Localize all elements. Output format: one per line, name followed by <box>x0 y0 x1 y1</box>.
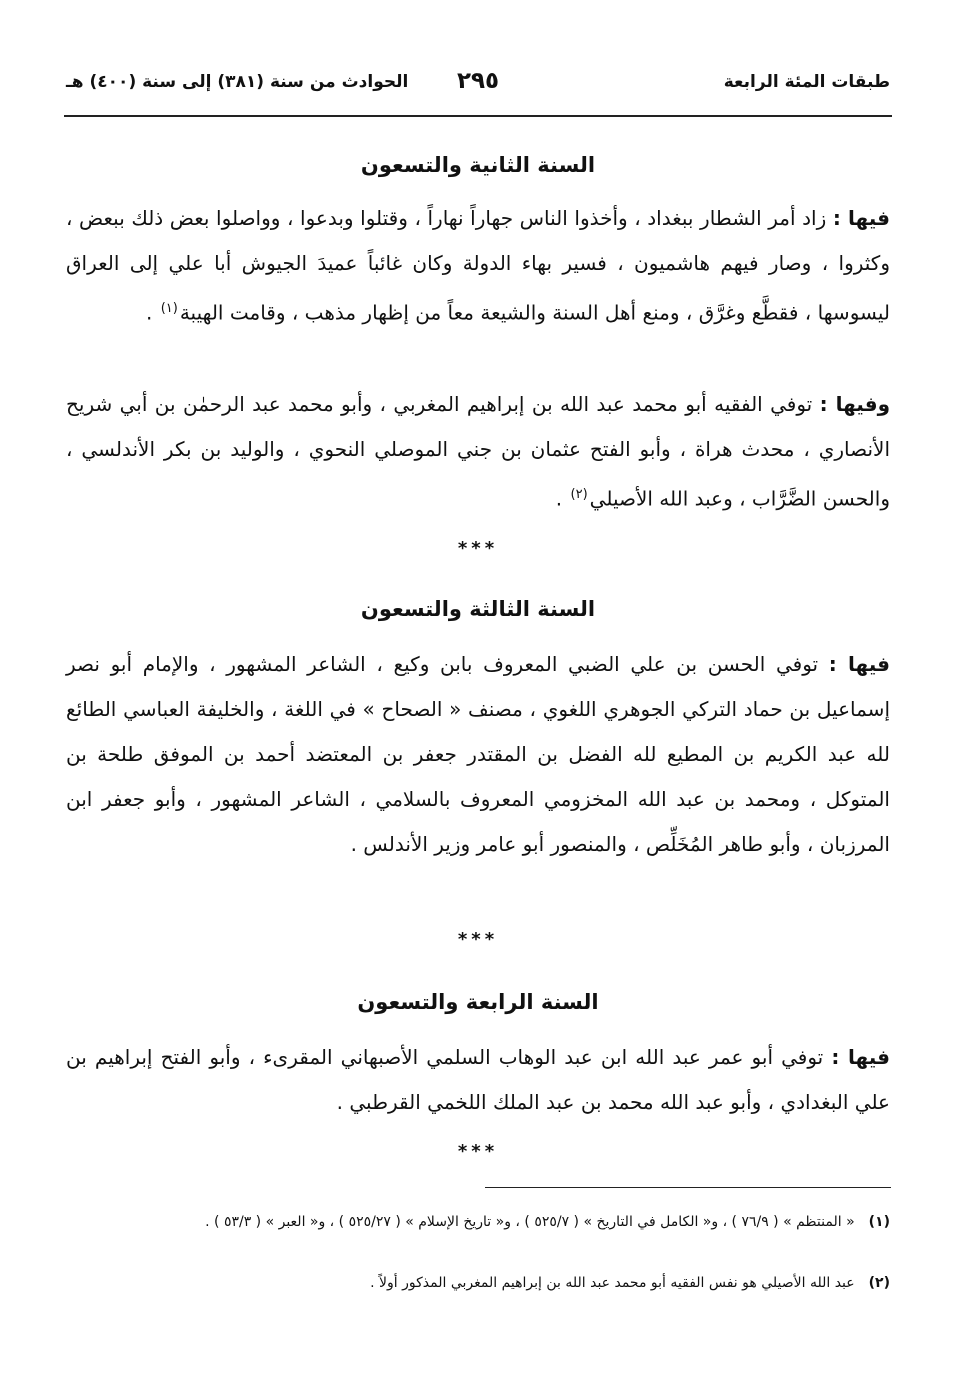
paragraph-text: زاد أمر الشطار ببغداد ، وأخذوا الناس جهاراً نهاراً ، وقتلوا وبدعوا ، وواصلوا بعض ذلك ببعض ، وكثروا ، وصار فيهم هاشميون ، فسير بهاء الدولة وكان غائباً عميدَ الجيوش أبا علي إلى العراق ليسوسها ، فقطَّع وغرَّق ، ومنع أهل السنة والشيعة معاً من إظهار مذهب ، وقامت الهيبة <box>66 206 890 325</box>
section-separator: *** <box>457 538 499 559</box>
running-header <box>66 68 890 108</box>
paragraph-text: توفي الحسن بن علي الضبي المعروف بابن وكيع ، الشاعر المشهور ، والإمام أبو نصر إسماعيل بن حماد التركي الجوهري اللغوي ، مصنف « الصحاح » في اللغة ، والخليفة العباسي الطائع لله عبد الكريم بن المطيع لله الفضل بن المقتدر جعفر بن المعتضد أحمد بن الموفق طلحة بن المتوكل ، ومحمد بن عبد الله المخزومي المعروف بالسلامي ، الشاعر المشهور ، وأبو جعفر ابن المرزبان ، وأبو طاهر المُخَلِّص ، والمنصور أبو عامر وزير الأندلس . <box>66 652 890 856</box>
footnote-text: عبد الله الأصيلي هو نفس الفقيه أبو محمد عبد الله بن إبراهيم المغربي المذكور أولاً . <box>370 1275 855 1291</box>
paragraph-end: . <box>145 300 159 325</box>
page-number: ٢٩٥ <box>456 68 500 94</box>
footnote-text: « المنتظم » ( ٧٦/٩ ) ، و« الكامل في التاريخ » ( ٥٢٥/٧ ) ، و« تاريخ الإسلام » ( ٥٢٥/٢٧ ) ، و« العبر » ( ٥٣/٣ ) . <box>205 1214 855 1230</box>
paragraph <box>66 196 890 336</box>
book-title: طبقات المئة الرابعة <box>723 72 890 92</box>
footnote-number: (١) <box>868 1214 890 1230</box>
header-rule <box>64 115 892 117</box>
events-range: الحوادث من سنة (٣٨١) إلى سنة (٤٠٠) هـ <box>66 72 409 92</box>
paragraph-lead: وفيها : <box>819 392 891 416</box>
paragraph-end: . <box>555 486 569 511</box>
section-separator: *** <box>457 929 499 950</box>
paragraph <box>66 642 890 867</box>
paragraph-lead: فيها : <box>831 1045 890 1069</box>
footnote-number: (٢) <box>868 1275 890 1291</box>
footnote <box>66 1209 890 1235</box>
paragraph-lead: فيها : <box>828 652 891 676</box>
footnote-rule <box>485 1187 891 1188</box>
footnote-ref: (٢) <box>570 487 588 502</box>
section-heading: السنة الرابعة والتسعون <box>357 990 599 1014</box>
paragraph-lead: فيها : <box>832 206 891 230</box>
section-heading: السنة الثالثة والتسعون <box>360 597 596 621</box>
footnote-ref: (١) <box>160 301 178 316</box>
section-heading: السنة الثانية والتسعون <box>360 153 596 177</box>
paragraph-text: توفي الفقيه أبو محمد عبد الله بن إبراهيم المغربي ، وأبو محمد عبد الرحمٰن بن أبي شريح الأنصاري ، محدث هراة ، وأبو الفتح عثمان بن جني الموصلي النحوي ، والوليد بن بكر الأندلسي ، والحسن الضَّرَّاب ، وعبد الله الأصيلي <box>66 392 890 511</box>
paragraph <box>66 1035 890 1125</box>
section-separator: *** <box>457 1141 499 1162</box>
paragraph <box>66 382 890 522</box>
footnote <box>66 1270 890 1296</box>
paragraph-text: توفي أبو عمر عبد الله ابن عبد الوهاب السلمي الأصبهاني المقرىء ، وأبو الفتح إبراهيم بن علي البغدادي ، وأبو عبد الله محمد بن عبد الملك اللخمي القرطبي . <box>66 1045 890 1114</box>
